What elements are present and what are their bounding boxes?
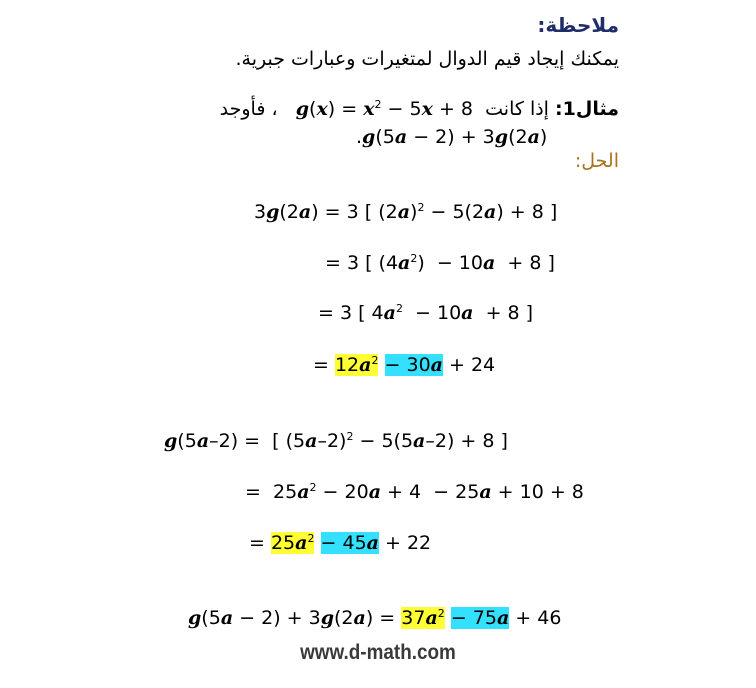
footer-url: www.d-math.com [300, 641, 456, 664]
example-statement [220, 96, 619, 122]
step-2-result: = $25a^2 - 45a + 22$ [249, 532, 432, 554]
step-1-result: = $12a^2 - 30a + 24$ [313, 354, 496, 376]
highlight-term-37a2: $37a^2$ [401, 607, 445, 629]
highlight-term-25a2: $25a^2$ [270, 532, 315, 554]
example-if-text: إذا كانت [485, 98, 549, 120]
highlight-term-45a: − 45a [320, 532, 379, 554]
note-title: ملاحظة: [537, 13, 619, 37]
step-2-line-2: = $25a^2 - 20a + 4 - 25a + 10 + 8$ [245, 481, 584, 503]
example-label: مثال1: [555, 98, 619, 120]
highlight-term-12a2: $12a^2$ [334, 354, 379, 376]
function-definition: $g(x) = x^2 - 5x + 8$ [295, 98, 480, 120]
step-1-line-2: = 3 [ $(4a^2) - 10a + 8$ ] [325, 252, 555, 274]
target-expression: .g(5a − 2) + 3g(2a) [356, 126, 548, 148]
final-result: $g(5a - 2) + 3g(2a) = 37a^2 - 75a + 46$ [188, 607, 562, 629]
highlight-term-30a: − 30a [384, 354, 443, 376]
step-2-line-1: g(5a–2) = [ $(5a-2)^2 - 5(5a-2) + 8$ ] [164, 430, 508, 452]
example-then-text: ، فأوجد [219, 98, 278, 120]
step-1-line-1: 3g(2a) = 3 [ $(2a)^2 - 5(2a) + 8$ ] [254, 201, 558, 223]
note-body: يمكنك إيجاد قيم الدوال لمتغيرات وعبارات جبرية. [235, 48, 619, 70]
highlight-term-75a: − 75a [450, 607, 510, 629]
step-1-line-3: = 3 [ $4a^2 - 10a + 8$ ] [318, 302, 534, 324]
solution-label: الحل: [574, 150, 619, 172]
